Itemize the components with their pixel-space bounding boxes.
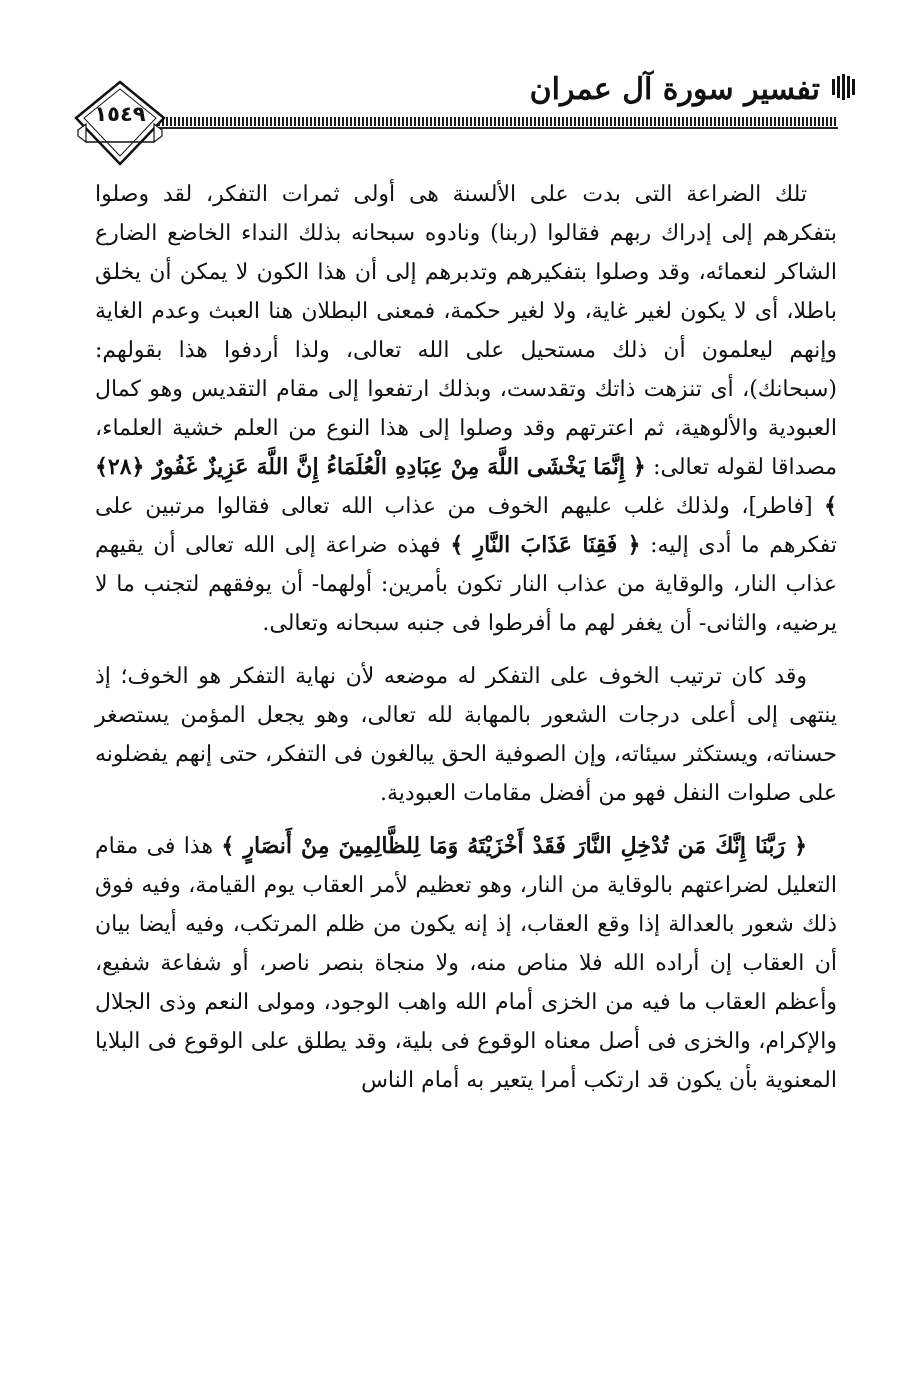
header-rule-line xyxy=(158,127,838,129)
quran-verse: ﴿ فَقِنَا عَذَابَ النَّارِ ﴾ xyxy=(450,532,641,558)
text-run: تلك الضراعة التى بدت على الألسنة هى أولى ثمرات التفكر، لقد وصلوا بتفكرهم إلى إدراك ربهم فقالوا (ربنا) ونادوه سبحانه بذلك النداء الخاضع الضارع الشاكر لنعمائه، وقد وصلوا بتفكيرهم وتدبرهم إلى أن هذا الكون لا يمكن أن يخلق باطلا، أى لا يكون لغير غاية، ولا لغير حكمة، فمعنى البطلان هنا العبث وعدم الغاية وإنهم ليعلمون أن ذلك مستحيل على الله تعالى، ولذا أردفوا هذا بقولهم: (سبحانك)، أى تنزهت ذاتك وتقدست، وبذلك ارتفعوا إلى مقام التقديس وهو كمال العبودية والألوهية، ثم اعترتهم وقد وصلوا إلى هذا النوع من العلم خشية العلماء، مصداقا لقوله تعالى: xyxy=(95,182,837,480)
text-run: هذا فى مقام التعليل لضراعتهم بالوقاية من النار، وهو تعظيم لأمر العقاب يوم القيامة، وفيه فوق ذلك شعور بالعدالة إذا وقع العقاب، إذ إنه يكون من ظلم المرتكب، وفيه أيضا بيان أن العقاب إن أراده الله فلا مناص منه، ولا منجاة بنصر ناصر، أو شفاعة شفيع، وأعظم العقاب ما فيه من الخزى أمام الله واهب الوجود، ومولى النعم وذى الجلال والإكرام، والخزى فى أصل معناه الوقوع فى بلية، وقد يطلق على الوقوع فى البلايا المعنوية بأن يكون قد ارتكب أمرا يتعير به أمام الناس xyxy=(95,834,837,1093)
quran-verse: ﴿ رَبَّنَا إِنَّكَ مَن تُدْخِلِ النَّارَ فَقَدْ أَخْزَيْتَهُ وَمَا لِلظَّالِمِينَ مِنْ أَنصَارٍ ﴾ xyxy=(221,833,807,859)
page-title: تفسير سورة آل عمران xyxy=(529,72,820,107)
paragraph xyxy=(95,827,837,1100)
text-run: فهذه ضراعة إلى الله تعالى أن يقيهم عذاب النار، والوقاية من عذاب النار تكون بأمرين: أولهما- أن يوفقهم لتجنب ما لا يرضيه، والثانى- أن يغفر لهم ما أفرطوا فى جنبه سبحانه وتعالى. xyxy=(95,533,837,636)
ornament-icon xyxy=(828,74,858,100)
page-header xyxy=(0,0,920,180)
body-text xyxy=(95,175,837,1114)
header-rule xyxy=(158,117,838,126)
text-run: [فاطر]، ولذلك غلب عليهم الخوف من عذاب الله تعالى فقالوا مرتبين على تفكرهم ما أدى إليه: xyxy=(95,494,837,558)
page-number: ١٥٤٩ xyxy=(94,102,146,126)
text-run: وقد كان ترتيب الخوف على التفكر له موضعه لأن نهاية التفكر هو الخوف؛ إذ ينتهى إلى أعلى درجات الشعور بالمهابة لله تعالى، وهو يجعل المؤمن يستصغر حسناته، ويستكثر سيئاته، وإن الصوفية الحق يبالغون فى التفكر، حتى إنهم يفضلونه على صلوات النفل فهو من أفضل مقامات العبودية. xyxy=(95,664,837,806)
quran-verse: ﴿ إِنَّمَا يَخْشَى اللَّهَ مِنْ عِبَادِهِ الْعُلَمَاءُ إِنَّ اللَّهَ عَزِيزٌ غَفُورٌ ﴿٢٨﴾ ﴾ xyxy=(95,454,837,519)
paragraph xyxy=(95,657,837,813)
paragraph xyxy=(95,175,837,643)
